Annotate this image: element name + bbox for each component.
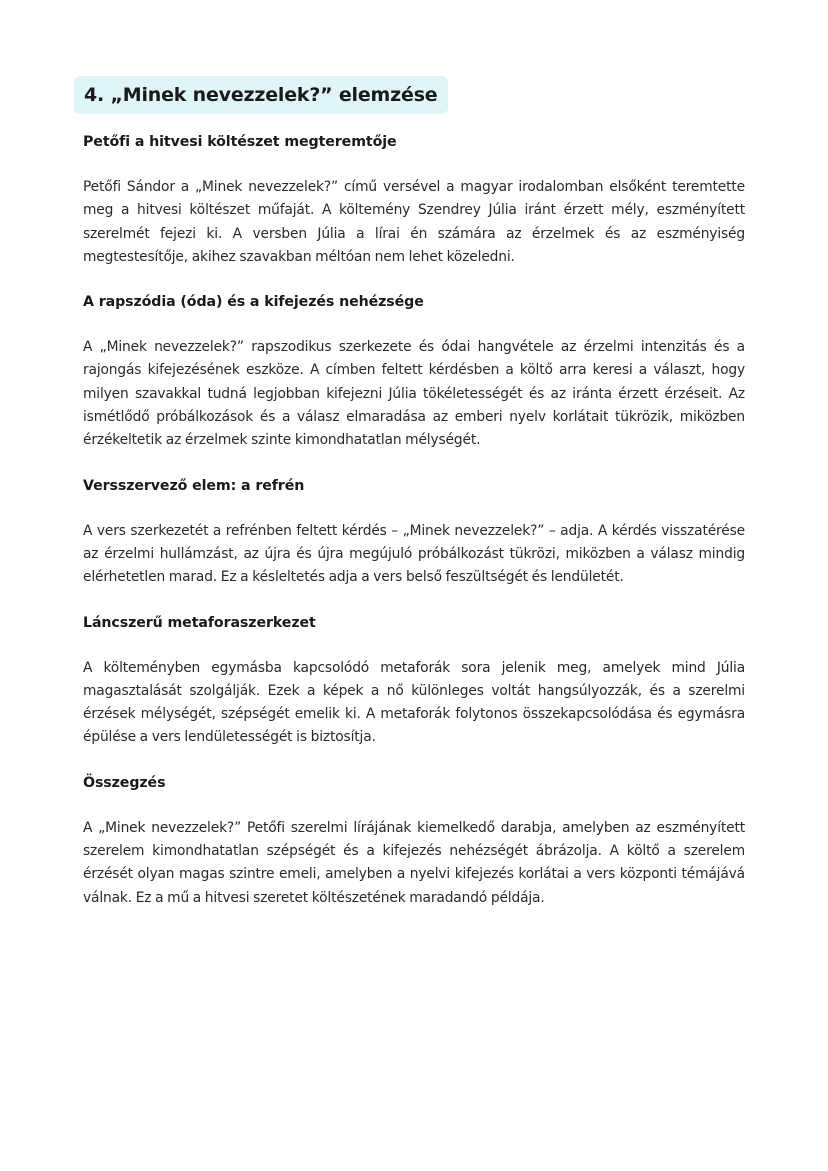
document-body [83,131,745,932]
section-heading: Versszervező elem: a refrén [83,477,305,494]
section-heading: Láncszerű metaforaszerkezet [83,614,316,631]
section-paragraph: Petőfi Sándor a „Minek nevezzelek?” című versével a magyar irodalomban elsőként teremtette meg a hitvesi költészet műfaját. A költemény Szendrey Júlia iránt érzett mély, eszményített szerelmét fejezi ki. A versben Júlia a lírai én számára az érzelmek és az eszményiség megtestesítője, akihez szavakban méltóan nem lehet közeledni. [83,179,745,265]
section-paragraph: A „Minek nevezzelek?” Petőfi szerelmi lírájának kiemelkedő darabja, amelyben az eszményített szerelem kimondhatatlan szépségét és a kifejezés nehézségét ábrázolja. A költő a szerelem érzését olyan magas szintre emeli, amelyben a nyelvi kifejezés korlátai a vers központi témájává válnak. Ez a mű a hitvesi szeretet költészetének maradandó példája. [83,819,745,906]
section-paragraph: A „Minek nevezzelek?” rapszodikus szerkezete és ódai hangvétele az érzelmi intenzitás és a rajongás kifejezésének eszköze. A címben feltett kérdésben a költő arra keresi a választ, hogy milyen szavakkal tudná legjobban kifejezni Júlia tökéletességét és az iránta érzett érzéseit. Az ismétlődő próbálkozások és a válasz elmaradása az emberi nyelv korlátait tükrözik, miközben érzékeltetik az érzelmek szinte kimondhatatlan mélységét. [83,339,745,449]
section-heading: Összegzés [83,774,166,791]
section-rapszodia [83,291,745,452]
section-paragraph: A vers szerkezetét a refrénben feltett kérdés – „Minek nevezzelek?” – adja. A kérdés visszatérése az érzelmi hullámzást, az újra és újra megújuló próbálkozást tükrözi, miközben a válasz mindig elérhetetlen marad. Ez a késleltetés adja a vers belső feszültségét és lendületét. [83,522,745,586]
section-paragraph: A költeményben egymásba kapcsolódó metaforák sora jelenik meg, amelyek mind Júlia magasztalását szolgálják. Ezek a képek a nő különleges voltát hangsúlyozzák, és a szerelmi érzések mélységét, szépségét emelik ki. A metaforák folytonos összekapcsolódása és egymásra épülése a vers lendületességét is biztosítja. [83,659,745,746]
title-highlight [74,76,448,114]
section-osszegzes [83,772,745,910]
section-heading: A rapszódia (óda) és a kifejezés nehézsége [83,294,424,311]
section-heading: Petőfi a hitvesi költészet megteremtője [83,134,397,150]
section-petofi [83,131,745,269]
page-title: 4. „Minek nevezzelek?” elemzése [84,84,438,106]
section-metafora [83,612,745,750]
section-refren [83,475,745,590]
